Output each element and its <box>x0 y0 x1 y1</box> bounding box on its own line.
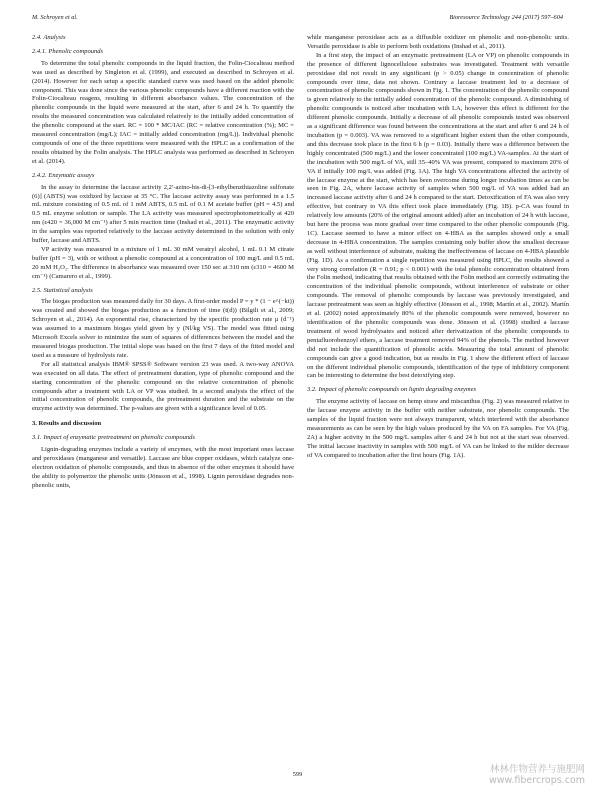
watermark-url: www.fibercrops.com <box>488 775 585 786</box>
paragraph: The biogas production was measured daily for 30 days. A first-order model P = y * (1 − e^(−kt)) was created and showed the biogas production as a function of time (t(d)) (Bilgili et al., 2009; Schroyen et al., 2014). An exponential rise, characterized by the specific production rate µ (d⁻¹) was assumed to a maximum biogas yield given by y (Nl/kg VS). The model was fitted using Microsoft Excels solver to minimize the sum of squares of differences between the model and the measured biogas production. The initial slope was based on the first 7 days of the fitted model and used as a measure of hydrolysis rate. <box>32 298 294 359</box>
paragraph: In the assay to determine the laccase activity 2,2′-azino-bis-di-[3-ethylbenzthiazoline sulfonate (6)] (ABTS) was oxidized by laccase at 35 °C. The laccase activity assay was performed in a 1.5 mL mixture consisting of 0.5 mL of 1 mM ABTS, 0.5 mL of 0.1 M acetate buffer (pH = 4.5) and 0.5 mL enzyme solution or sample. The LA activity was measured spectrophotometrically at 420 nm (ε420 = 36,000 M cm⁻¹) after 5 min reaction time (Inshad et al., 2011). The enzymatic activity in the samples was reported relatively to the laccase activity determined in the solution with only buffer, laccase and ABTS. <box>32 183 294 245</box>
page-number: 599 <box>292 771 303 778</box>
section-heading: 2.5. Statistical analysis <box>32 286 93 294</box>
watermark <box>489 764 585 786</box>
paragraph: VP activity was measured in a mixture of 1 mL 30 mM veratryl alcohol, 1 mL 0.1 M citrate buffer (pH = 3), with or without a phenolic compound at a concentration of 100 mg/L and 0.5 mL 20 mM H₂O₂. The difference in absorbance was measured over 150 sec at 310 nm (ε310 = 4600 M cm⁻¹) (Camarero et al., 1999). <box>32 245 294 280</box>
section-heading: 3.1. Impact of enzymatic pretreatment on phenolic compounds <box>32 434 195 442</box>
section-heading: 2.4. Analysis <box>32 34 66 41</box>
section-heading: 2.4.2. Enzymatic assays <box>32 171 95 179</box>
paragraph: To determine the total phenolic compounds in the liquid fraction, the Folin-Ciocalteau method was used as described by Singleton et al. (1999), and executed as described in Schroyen et al. (2014). However for each setup a specific standard curve was used based on the added phenolic component. This was done since the various phenolic compounds have a different reaction with the Folin-Ciocalteau reagens, resulting in different absorbance values. The concentration of the phenolic compounds in the liquid were measured at the start, after 6 and 24 h. To quantify the results the measured concentration was calculated relatively to the initially added concentration of the phenolic compound at the start. RC = 100 * MC/IAC (RC = relative concentration (%); MC = measured concentration (mg/L); IAC = initially added concentration (mg/L)). Individual phenolic compounds of one of the three repetitions were measured with the HPLC as a confirmation of the results obtained by the Folin analysis. The HPLC analysis was performed as described in Schroyen et al. (2014). <box>32 59 294 165</box>
watermark-title: 林林作物营养与施肥网 <box>489 764 585 775</box>
paragraph: The enzyme activity of laccase on hemp straw and miscanthus (Fig. 2) was measured relative to the laccase enzyme activity in the buffer with neither substrate, nor phenolic compounds. The samples of the liquid fraction were not always transparent, which interfered with the absorbance measurements as can be seen by the high values produced by the VA on FA samples. For VA (Fig. 2A) a higher activity in the 500 mg/L samples after 6 and 24 h but not at the start was observed. The initial laccase inactivity in samples with 500 mg/L of VA can be linked to the milder decrease of VA compared to incubation after the first hours (Fig. 1A). <box>307 398 569 459</box>
running-header <box>32 14 563 26</box>
paragraph: In a first step, the impact of an enzymatic pretreatment (LA or VP) on phenolic compounds in the presence of different lignocellulose substrates was investigated. Treatment with versatile peroxidase did not result in any significant (p > 0.05) change in concentration of phenolic compounds over time, data not shown. Contrary a laccase treatment led to a decrease of concentration of phenolic compounds shown in Fig. 1. The concentration of the phenolic compound is given relatively to the initially added concentration of the phenolic compound. A diminishing of phenolic compounds is noticed after incubation with LA, however this effect is different for the different phenolic compounds. Initially a decrease of all phenolic compounds tested was observed as a significant difference was found between the concentrations at the start and after 6 and 24 h of incubation (p = 0.003). VA was removed to a significant higher extent than the other compounds, and this decrease took place in the first 6 h (p = 0.03). Initially there was a difference between the highly concentrated (500 mg/L) and the lower concentrated (100 mg/L) VA-samples. At the start of the incubation with 500 mg/L of VA, still 35–40% VA was present, compared to maximum 20% of VA if initially 100 mg/L was added (Fig. 1A). The high VA concentrations affected the activity of the laccase enzyme at the start, which has been overcome during longer incubation times as can be seen in Fig. 2A, where laccase activity of samples when 500 mg/L of VA was added had an increased laccase activity after 6 and 24 h compared to the start. Detoxification of FA was also very effective, but contrary to VA this effect took place immediately (Fig. 1B). p-CA was found in relatively low amounts (20% of the original amount added) after an incubation of 24 h with laccase, but here the process was more gradual over time compared to the other phenolic compounds (Fig. 1C). Laccase seemed to have a minor effect on 4-HBA as the samples showed only a small decrease in 4-HBA concentration. The samples containing only buffer show the smallest decrease as well without interference of substrate, making the ineffectiveness of laccase on 4-HBA plausible (Fig. 1D). As a confirmation a single repetition was measured using HPLC, the results showed a very strong correlation (R = 0.91; p < 0.001) with the total phenolic concentration obtained from the Folin method, indicating that results obtained with the Folin method are correctly estimating the concentration of the individual phenolic compounds, without interference of substrate or other compounds. The removal of phenolic compounds by laccase was previously investigated, and laccase pretreatment was seen as highly effective (Jönsson et al., 1998; Martín et al., 2002). Martín et al. (2002) noted approximately 80% of the phenolic compounds were removed, however no identification of the phenolic compounds was done. Jönsson et al. (1998) studied a laccase treatment of wood hydrolysates and noticed after derivatization of the phenolic compounds to pentafluorobenzoyl ethers, a laccase treatment removed 94% of the phenols. The method however did not include the quantification of phenolic acids. Measuring the total amount of phenolic compounds can give a good indication, but as results in Fig. 1 show the different effect of laccase on the different individual phenolic compounds, identification of the type of inhibitory component can be interesting to determine the best detoxifying step. <box>307 51 569 380</box>
section-heading: 2.4.1. Phenolic compounds <box>32 47 104 55</box>
paragraph: Lignin-degrading enzymes include a variety of enzymes, with the most important ones laccase and peroxidases (manganese and versatile). Laccase are blue copper oxidases, which catalyze one-electron oxidation of phenolic compounds, and thus in absence of the other enzymes it should have the ability to polymerize the phenolic units (Jönsson et al., 1998). Lignin peroxidase degrades non-phenolic units, <box>32 446 294 489</box>
left-column <box>32 34 294 491</box>
header-journal: Bioresource Technology 244 (2017) 597–604 <box>449 14 563 21</box>
header-authors: M. Schroyen et al. <box>32 14 78 21</box>
paragraph: For all statistical analysis IBM® SPSS® Software version 23 was used. A two-way ANOVA was executed on all data. The effect of pretreatment duration, type of phenolic compound and the starting concentration of the phenolic compound on the relative concentration of phenolic compounds after a treatment with LA or VP was studied. In a second analysis the effect of the initial concentration of phenolic compounds, the pretreatment duration and the substrate on the enzyme activity was determined. The p-values are given with a significance level of 0.05. <box>32 360 294 413</box>
paragraph: while manganese peroxidase acts as a diffusible oxidizer on phenolic and non-phenolic units. Versatile peroxidase is able to perform both oxidations (Inshad et al., 2011). <box>307 34 569 50</box>
section-title: 3. Results and discussion <box>32 420 102 428</box>
right-column <box>307 34 569 461</box>
section-heading: 3.2. Impact of phenolic compounds on lignin degrading enzymes <box>307 386 477 394</box>
